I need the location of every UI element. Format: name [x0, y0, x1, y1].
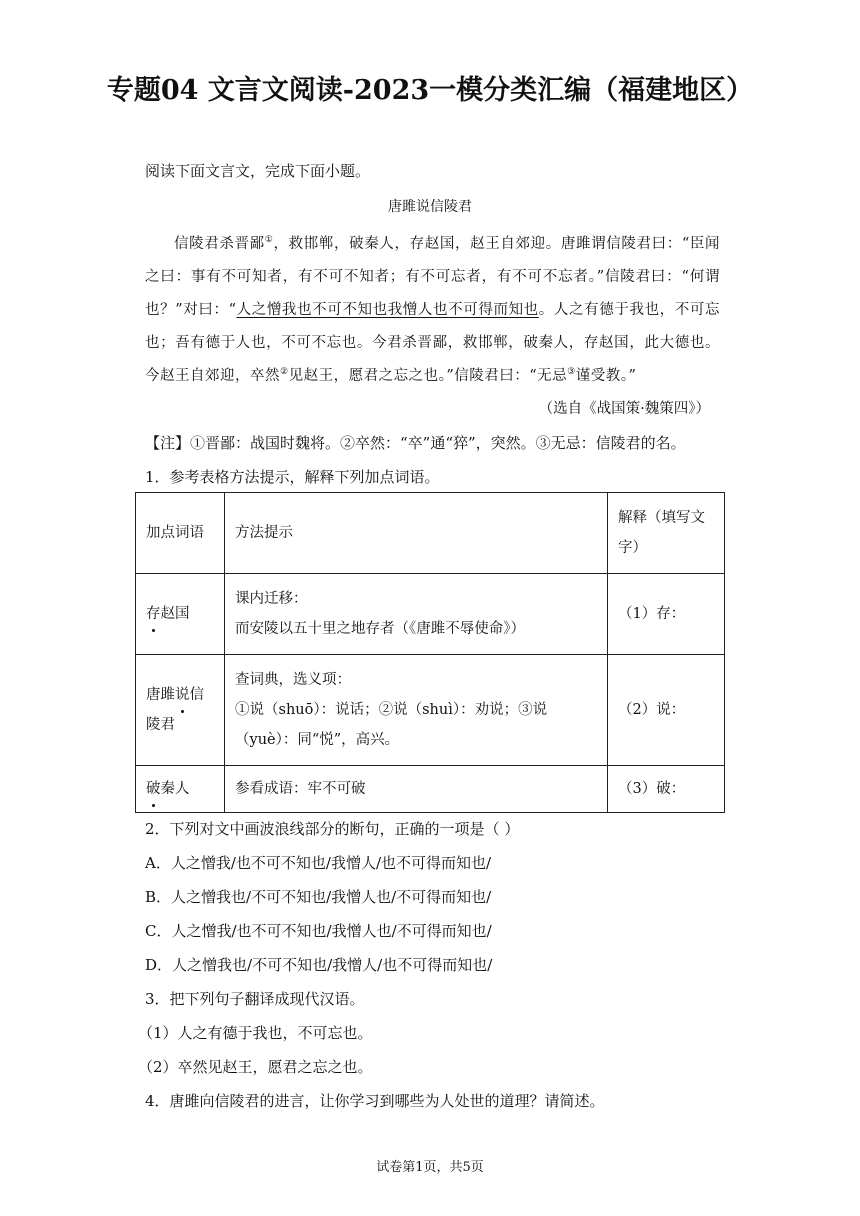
- word-cell: 破秦人: [136, 766, 225, 813]
- note-marker-2: ②: [280, 367, 289, 378]
- answer-cell[interactable]: （2）说：: [608, 655, 725, 766]
- hint-cell: 查词典，选义项： ①说（shuō）：说话；②说（shuì）：劝说；③说（yuè）：同“悦”，高兴。: [225, 655, 608, 766]
- note-marker-3: ③: [567, 367, 576, 378]
- question-2-stem: 2．下列对文中画波浪线部分的断句，正确的一项是（ ）: [145, 820, 520, 838]
- annotation-note: 【注】①晋鄙：战国时魏将。②卒然：“卒”通“猝”，突然。③无忌：信陵君的名。: [145, 434, 686, 452]
- question-3-stem: 3．把下列句子翻译成现代汉语。: [145, 990, 365, 1008]
- answer-cell[interactable]: （3）破：: [608, 766, 725, 813]
- table-row: [136, 766, 725, 813]
- header-cell: 解释（填写文字）: [608, 493, 725, 574]
- table-row: [136, 655, 725, 766]
- header-cell: 方法提示: [225, 493, 608, 574]
- word-cell: 唐雎说信陵君: [136, 655, 225, 766]
- vocab-table: [135, 492, 725, 813]
- sentence-1: （1）人之有德于我也，不可忘也。: [138, 1024, 373, 1042]
- page-title: 专题04 文言文阅读-2023一模分类汇编（福建地区）: [106, 75, 754, 106]
- option-d[interactable]: D．人之憎我也/不可不知也/我憎人/也不可得而知也/: [145, 956, 493, 974]
- passage-source: （选自《战国策·魏策四》）: [538, 401, 710, 417]
- question-4-stem: 4．唐雎向信陵君的进言，让你学习到哪些为人处世的道理？请简述。: [145, 1092, 605, 1110]
- header-cell: 加点词语: [136, 493, 225, 574]
- answer-cell[interactable]: （1）存：: [608, 574, 725, 655]
- hint-cell: 课内迁移： 而安陵以五十里之地存者（《唐雎不辱使命》）: [225, 574, 608, 655]
- hint-cell: 参看成语：牢不可破: [225, 766, 608, 813]
- wavy-underlined-sentence: 人之憎我也不可不知也我憎人也不可得而知也: [236, 302, 539, 318]
- note-marker-1: ①: [264, 235, 274, 246]
- option-b[interactable]: B．人之憎我也/不可不知也/我憎人也/不可得而知也/: [145, 888, 492, 906]
- page-footer: 试卷第1页，共5页: [376, 1160, 484, 1175]
- passage-title: 唐雎说信陵君: [388, 199, 472, 215]
- option-a[interactable]: A．人之憎我/也不可不知也/我憎人/也不可得而知也/: [145, 854, 492, 872]
- table-row: [136, 574, 725, 655]
- dotted-word: 存: [146, 599, 161, 629]
- question-1-stem: 1．参考表格方法提示，解释下列加点词语。: [145, 468, 440, 486]
- table-header-row: [136, 493, 725, 574]
- word-cell: 存赵国: [136, 574, 225, 655]
- option-c[interactable]: C．人之憎我/也不可不知也/我憎人也/不可得而知也/: [145, 922, 492, 940]
- instruction: 阅读下面文言文，完成下面小题。: [145, 162, 371, 180]
- dotted-word: 说: [175, 680, 190, 710]
- passage-text: [145, 228, 720, 393]
- dotted-word: 破: [146, 774, 161, 804]
- sentence-2: （2）卒然见赵王，愿君之忘之也。: [138, 1058, 373, 1076]
- passage-paragraph: 信陵君杀晋鄙①，救邯郸，破秦人，存赵国，赵王自郊迎。唐雎谓信陵君曰：“臣闻之曰：事有不可知者，有不可不知者；有不可忘者，有不可不忘者。”信陵君曰：“何谓也？”对曰：“人之憎我也不可不知也我憎人也不可得而知也。人之有德于我也，不可忘也；吾有德于人也，不可不忘也。今君杀晋鄙，救邯郸，破秦人，存赵国，此大德也。今赵王自郊迎，卒然②见赵王，愿君之忘之也。”信陵君曰：“无忌③谨受教。”: [145, 235, 721, 384]
